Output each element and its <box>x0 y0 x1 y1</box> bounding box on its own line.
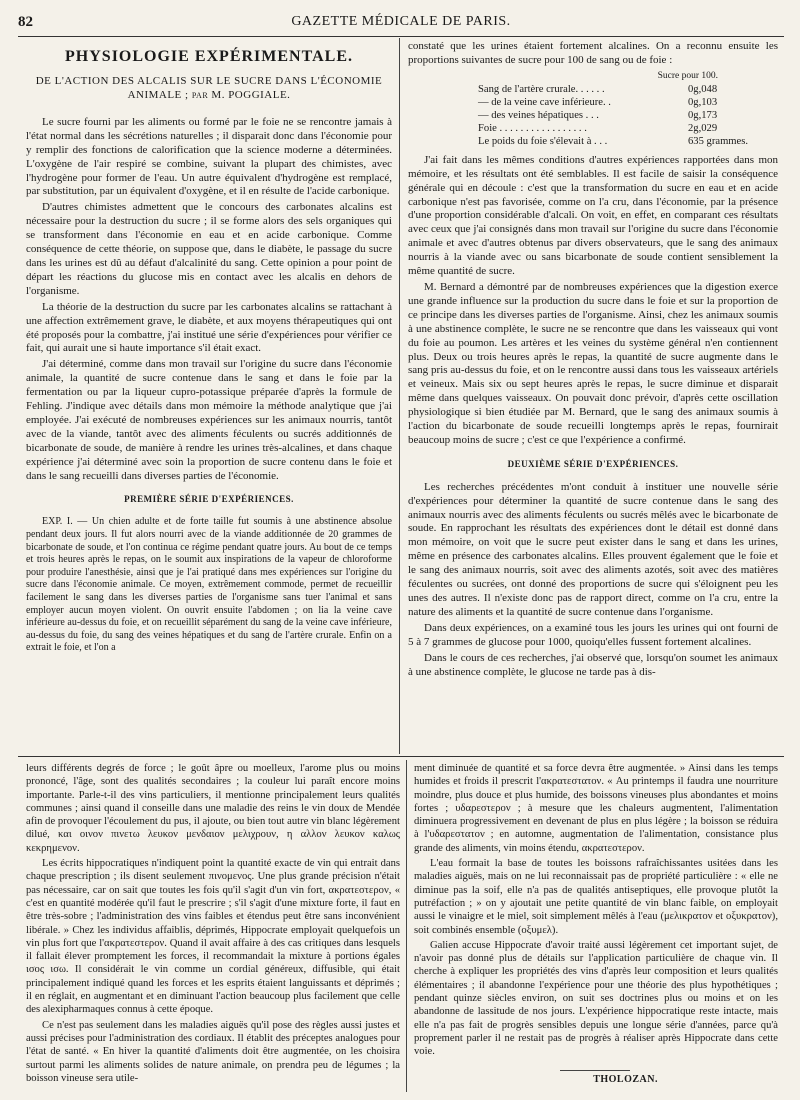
author-signature: THOLOZAN. <box>593 1073 658 1085</box>
journal-title: GAZETTE MÉDICALE DE PARIS. <box>291 14 511 29</box>
paragraph: Dans le cours de ces recherches, j'ai observé que, lorsqu'on soumet les animaux à une abstinence complète, le glucose ne tarde pas à dis- <box>408 651 778 678</box>
paragraph: D'autres chimistes admettent que le concours des carbonates alcalins est nécessaire pour la destruction du sucre ; il se forme alors des sels organiques qui se transforment dans l'économie en eau et en acide carbonique. Comme conséquence de cette théorie, on suppose que, dans le diabète, le passage du sucre dans les urines est dû au défaut d'alcalinité du sang. Cette opinion a pour point de départ les réactions du glucose mis en contact avec les alcalis en dehors de l'organisme. <box>26 201 392 297</box>
sugar-table-row <box>408 122 778 135</box>
row-label: Foie . . . . . . . . . . . . . . . . . <box>478 122 587 134</box>
sugar-table-row <box>408 109 778 122</box>
row-value: 0g,048 <box>688 83 718 95</box>
paragraph: Dans deux expériences, on a examiné tous les jours les urines qui ont fourni de 5 à 7 grammes de glucose pour 1000, quoiqu'elles fussent fortement alcalines. <box>408 621 778 648</box>
row-value: 635 grammes. <box>688 135 749 147</box>
paragraph: leurs différents degrés de force ; le goût âpre ou moelleux, l'arome plus ou moins prononcé, l'âge, sont des qualités secondaires ; la couleur lui paraît encore moins importante. Parle-t-il des vins particuliers, il mentionne principalement leurs qualités communes ; ainsi quand il conseille dans une maladie des reins le vin doux de Mendée afin de provoquer l'écoulement du pus, il ajoute, ou bien tout autre vin blanc légèrement dilué, και οινον πινετω λευκον μενδαιον μελιχρουν, η αλλον λευκον καλως κεκρημενον. <box>26 763 400 854</box>
paragraph: Ce n'est pas seulement dans les maladies aiguës qu'il pose des règles aussi justes et aussi précises pour l'administration des cordiaux. Il établit des préceptes analogues pour l'état de santé. « En hiver la quantité d'aliments doit être augmentée, on les choisira surtout parmi les aliments solides de nature animale, on prendra peu de légumes ; la boisson vineuse sera utile- <box>26 1019 400 1084</box>
sugar-table-row <box>408 96 778 109</box>
feuilleton-separator <box>18 756 784 757</box>
page-number: 82 <box>18 14 33 30</box>
row-value: 0g,103 <box>688 96 718 108</box>
row-label: — des veines hépatiques . . . <box>478 109 599 121</box>
paragraph: J'ai fait dans les mêmes conditions d'autres expériences rapportées dans mon mémoire, et les résultats ont été semblables. Il est facile de saisir la conséquence générale qui en découle : c'est que la transformation du sucre en eau et en acide carbonique n'est pas favorisée, comme on l'a cru, dans l'économie, par la présence d'une proportion considérable d'alcali. On voit, en effet, en comparant ces résultats avec ceux que j'ai consignés dans mon travail sur l'origine du sucre dans l'économie animale et avec d'autres obtenus par divers observateurs, que le sang des animaux nourris à la viande avec ou sans bicarbonate de soude contient sensiblement la même quantité de sucre. <box>408 153 778 278</box>
sugar-table-header: Sucre pour 100. <box>657 70 718 81</box>
series-heading-2: DEUXIÈME SÉRIE D'EXPÉRIENCES. <box>507 458 679 469</box>
article-column-right <box>408 40 778 681</box>
paragraph: Les recherches précédentes m'ont conduit à instituer une nouvelle série d'expériences pour déterminer la quantité de sucre contenue dans le sang des animaux nourris avec des aliments féculents ou sucrés mêlés avec le bicarbonate de soude. En rapprochant les résultats des expériences dont le détail est donné dans mon mémoire, on voit que le sucre peut exister dans le sang et dans les urines, même en présence des carbonates alcalins. Elles prouvent également que le foie et le sang des animaux nourris, soit avec des aliments azotés, soit avec des matières féculentes ou sucrées, ont donné des proportions de sucre qui s'éloignent peu les unes des autres. Il n'existe donc pas de rapport direct, comme on l'a cru, entre la nature des aliments et la quantité de sucre contenue dans l'organisme. <box>408 480 778 618</box>
paragraph: J'ai déterminé, comme dans mon travail sur l'origine du sucre dans l'économie animale, la quantité de sucre contenue dans le sang et dans le foie par la fermentation ou par la liqueur cupro-potassique préparée d'après la formule de Fehling. J'indique avec détails dans mon mémoire la méthode analytique que j'ai employée. J'ai exécuté de nombreuses expériences sur les animaux nourris, tantôt avec de la viande, tantôt avec des aliments féculents ou sucrés additionnés de bicarbonate de soude, de manière à rendre les urines très-alcalines, et dans chaque expérience j'ai déterminé avec soin la proportion de sucre contenu dans le foie et dans le sang recueilli dans diverses parties de l'économie. <box>26 358 392 482</box>
paragraph: Les écrits hippocratiques n'indiquent point la quantité exacte de vin qui entrait dans chaque prescription ; ils disent seulement πινομενος. Une plus grande précision n'était pas nécessaire, car on sait que toutes les fois qu'il s'agit d'un vin fort, ακρατεστερον, « c'est en quantité modérée qu'il faut le prescrire ; s'il s'agit d'une mixture forte, il faut en être très-sobre ; l'administration des vins faibles et étendus peut être sans inconvénient libérale. » Chez les individus affaiblis, déprimés, Hippocrate employait quelquefois un vin plus fort que l'ακρατεστερον. Quand il avait affaire à des cas critiques dans lesquels il fallait élever promptement les forces, il recommandait la mixture à portions égales ισος ισω. Il considérait le vin comme un cordial généreux, diffusible, qui était principalement indiqué quand les forces et les esprits étaient languissants et déprimés ; il en réglait, en augmentant et en diminuant l'action beaucoup plus facilement que celle des alexipharmaques connus à cette époque. <box>26 858 400 1016</box>
column-separator-top <box>399 38 400 754</box>
article-column-left <box>26 44 392 657</box>
paragraph: Le sucre fourni par les aliments ou formé par le foie ne se rencontre jamais à l'état normal dans les sécrétions naturelles ; il disparait donc dans l'économie pour y remplir des fonctions de calorification que la science moderne a déterminées. L'oxygène de l'air respiré se combine, suivant la plupart des chimistes, avec l'hydrogène pour former de l'eau. Un autre équivalent d'hydrogène est remplacé, par substitution, par un équivalent d'oxygène, et il en résulte de l'acide carbonique. <box>26 115 392 198</box>
closing-rule <box>560 1070 630 1071</box>
row-value: 2g,029 <box>688 122 718 134</box>
paragraph: Galien accuse Hippocrate d'avoir traité aussi légèrement cet important sujet, de n'avoir pas donné plus de détails sur l'application particulière de chaque vin. Il cherche à expliquer les propriétés des vins d'après leur composition et leurs qualités élémentaires ; il abandonne l'expérience pour une théorie des plus hypothétiques ; pendant quinze siècles environ, on suit ses doctrines plus ou moins et on les abandonne de lassitude de nos jours. L'expérience hippocratique reste intacte, mais elle n'a pas fait de progrès sensibles depuis une longue série d'années, parce qu'à proprement parler il ne restait pas de progrès à réaliser après Hippocrate dans cette voie. <box>414 939 778 1058</box>
paragraph: L'eau formait la base de toutes les boissons rafraîchissantes usitées dans les maladies aiguës, mais on ne lui reconnaissait pas de propriété particulière : « elle ne diminue pas la soif, elle n'a pas de qualités antiseptiques, elle provoque plutôt la putréfaction ; » on y ajoutait une petite quantité de vin blanc faible, on employait aussi le vinaigre et le miel, soit simplement mêlés à l'eau (μελικρατον et οξυκρατον), soit combinés ensemble (οξυμελ). <box>414 858 778 936</box>
feuilleton-column-left <box>26 762 400 1087</box>
column-separator-bottom <box>406 760 407 1092</box>
experience-1: EXP. I. — Un chien adulte et de forte taille fut soumis à une abstinence absolue pendant deux jours. Il fut alors nourri avec de la viande additionnée de 20 grammes de bicarbonate de soude, et l'on continua ce régime pendant quatre jours. Au bout de ce temps et trois heures après le repas, on le soumit aux inspirations de la vapeur de chloroforme pour produire l'anesthésie, ainsi que je l'ai pratiqué dans mes expériences sur l'origine du sucre dans l'économie animale. Ce moyen, extrêmement commode, permet de recueillir facilement le sang dans les diverses parties de l'organisme sans tuer l'animal et sans employer aucun moyen violent. On ouvrit ensuite l'abdomen ; on lia la veine cave inférieure au-dessus du foie, et on recueillit séparément du sang de la veine cave inférieure, au-dessus du foie, du sang des veines hépatiques et du sang de l'artère crurale. Enfin on a extrait le foie, et l'on a <box>26 516 392 654</box>
article-subtitle-line-1: DE L'ACTION DES ALCALIS SUR LE SUCRE DANS L'ÉCONOMIE <box>35 74 383 87</box>
paragraph: La théorie de la destruction du sucre par les carbonates alcalins se rattachant à une affection extrêmement grave, le diabète, et aux moyens thérapeutiques qui ont été proposés pour la combattre, j'ai institué une série d'expériences pour vérifier ce fait, qui aurait une si haute importance s'il était exact. <box>26 300 392 355</box>
paragraph: ment diminuée de quantité et sa force devra être augmentée. » Ainsi dans les temps humides et froids il prescrit l'ακρατεστατον. « Au printemps il faudra une nourriture moindre, plus douce et plus humide, des boissons vineuses plus abondantes et moins fortes ; υδαρεστερον ; à mesure que les chaleurs augmentent, l'alimentation diminuera progressivement en devenant de plus en plus légère ; la boisson se réduira à l'υδαρεστατον ; en automne, augmentation de l'alimentation, consistance plus grande des aliments, vin moins étendu, ακρατεστερον. <box>414 763 778 854</box>
masthead <box>18 12 784 34</box>
article-subtitle-line-2: ANIMALE ; par M. POGGIALE. <box>127 88 291 101</box>
row-label: Sang de l'artère crurale. . . . . . <box>478 83 605 95</box>
sugar-table <box>408 70 778 148</box>
section-title: PHYSIOLOGIE EXPÉRIMENTALE. <box>65 48 353 65</box>
header-rule <box>18 36 784 37</box>
feuilleton-column-right <box>414 762 778 1086</box>
sugar-table-row <box>408 83 778 96</box>
paragraph: M. Bernard a démontré par de nombreuses expériences que la digestion exerce une grande influence sur la production du sucre dans le foie et sur la proportion de ce principe dans les diverses parties de l'organisme. Ainsi, chez les animaux soumis à une abstinence complète, le sucre ne se rencontre que dans les vaisseaux qui vont du foie au poumon. Les artères et les veines du système général n'en contiennent plus. Deux ou trois heures après le repas, la quantité de sucre augmente dans le sang pris au-dessus du foie, et on le rencontre aussi dans tous les vaisseaux artériels et veineux. Mais six ou sept heures après le repas, le sucre diminue et disparait même dans quelques vaisseaux. On pouvait donc prévoir, d'après cette oscillation physiologique si bien étudiée par M. Bernard, que le sang des animaux soumis à l'action du bicarbonate de soude recueilli longtemps après le repas, fournirait beaucoup moins de sucre ; c'est ce que l'expérience a confirmé. <box>408 280 778 446</box>
series-heading-1: PREMIÈRE SÉRIE D'EXPÉRIENCES. <box>124 494 294 505</box>
article-subtitle <box>26 74 392 102</box>
row-value: 0g,173 <box>688 109 718 121</box>
sugar-table-row <box>408 135 778 148</box>
row-label: Le poids du foie s'élevait à . . . <box>478 135 608 147</box>
paragraph: constaté que les urines étaient fortement alcalines. On a reconnu ensuite les proportions suivantes de sucre pour 100 de sang ou de foie : <box>408 40 778 66</box>
row-label: — de la veine cave inférieure. . <box>478 96 611 108</box>
